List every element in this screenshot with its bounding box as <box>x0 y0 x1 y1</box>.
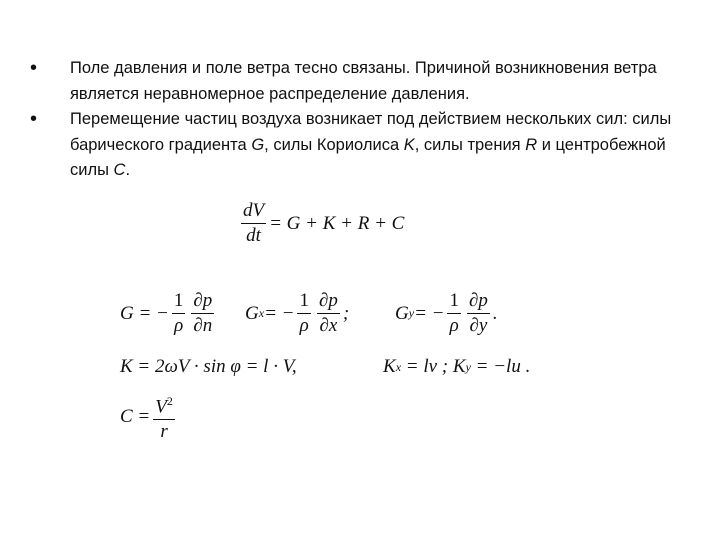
subscript: x <box>258 306 265 320</box>
bullet-text: Поле давления и поле ветра тесно связаны. Причиной возникновения ветра является неравномерное распределение давления. <box>70 59 657 103</box>
frac-den: ρ <box>299 315 309 336</box>
bullet-text: . <box>125 161 131 179</box>
subscript: x <box>395 359 402 374</box>
frac-num: ∂p <box>467 290 490 314</box>
formula-rhs: = G + K + R + C <box>269 212 405 234</box>
frac-den: ∂n <box>193 315 213 336</box>
bullet-text: , силы Кориолиса <box>264 135 404 154</box>
formula-lhs: C = <box>120 405 151 427</box>
equals: = − <box>264 302 295 324</box>
frac-den: ∂y <box>469 315 488 336</box>
frac-den: ∂x <box>319 315 338 336</box>
symbol-c: C <box>113 161 126 179</box>
formula-main <box>238 200 404 247</box>
formula-lhs: G = − <box>120 302 169 324</box>
exponent: 2 <box>166 394 173 408</box>
separator: . <box>492 302 498 324</box>
subscript: y <box>408 306 415 320</box>
bullet-text: Перемещение частиц воздуха возникает под действием нескольких сил: силы барического градиента <box>70 110 672 154</box>
frac-den: r <box>160 421 168 443</box>
frac-num: 1 <box>172 290 186 314</box>
symbol-r: R <box>525 135 538 154</box>
frac-num: V <box>155 396 167 418</box>
bullet-list <box>30 56 680 184</box>
frac-num: ∂p <box>317 290 340 314</box>
frac-den: ρ <box>174 315 184 336</box>
equals: = − <box>414 302 445 324</box>
formula-lhs: K <box>383 356 396 377</box>
formula-k <box>120 356 297 378</box>
formula-lhs: G <box>395 302 409 324</box>
subscript: y <box>465 359 471 374</box>
formula-gy <box>395 290 498 337</box>
bullet-forces <box>30 107 680 184</box>
bullet-icon: • <box>30 57 38 79</box>
formula-c <box>120 390 178 443</box>
formula-lhs: K <box>452 356 466 377</box>
frac-den: ρ <box>449 315 459 336</box>
frac-den: dt <box>246 225 261 246</box>
separator: ; <box>342 302 350 324</box>
formula-gx <box>245 290 349 337</box>
symbol-k: K <box>403 135 415 154</box>
formula-rhs: = lv ; <box>401 356 453 377</box>
frac-num: 1 <box>297 290 311 314</box>
formula-rhs: = −lu . <box>470 356 531 377</box>
formula-text: K = 2ωV · sin φ = l · V, <box>120 356 297 377</box>
bullet-icon: • <box>30 108 38 130</box>
formula-g <box>120 290 217 337</box>
symbol-g: G <box>251 135 265 154</box>
formula-kx-ky <box>383 356 530 378</box>
formula-lhs: G <box>245 302 259 324</box>
bullet-pressure-wind <box>30 56 680 107</box>
bullet-text: , силы трения <box>414 135 526 154</box>
frac-num: dV <box>241 200 266 224</box>
bullet-text: и центробежной силы <box>70 135 666 179</box>
frac-num: 1 <box>447 290 461 314</box>
frac-num: ∂p <box>191 290 214 314</box>
